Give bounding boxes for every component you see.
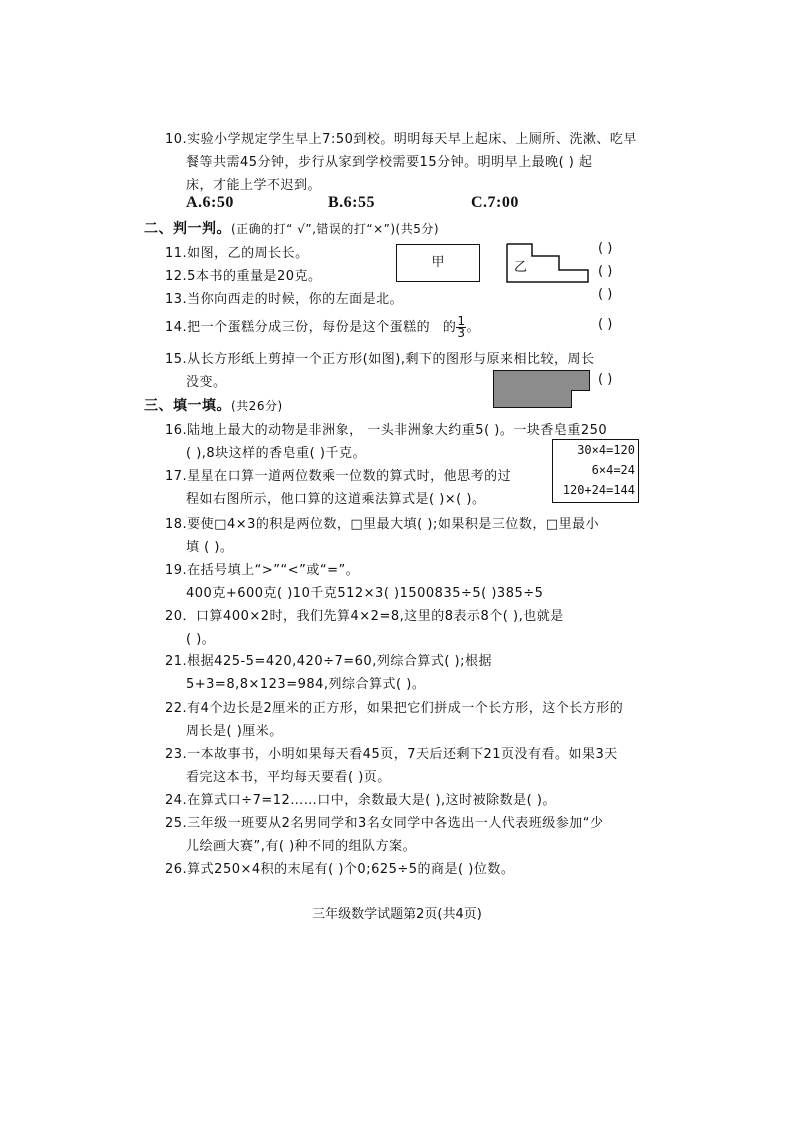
q22-line2: 周长是( )厘米。: [186, 724, 283, 739]
q15-figure-rectangle: [493, 370, 590, 408]
q10-option-a: A.6:50: [186, 194, 234, 211]
q14-denominator: 3: [457, 326, 466, 340]
q19-line1: 19.在括号填上“>”“<”或“=”。: [165, 563, 360, 578]
q17-calc-step-3: 120+24=144: [562, 483, 635, 497]
q17-calc-step-1: 30×4=120: [577, 443, 635, 457]
figure-jia-label: 甲: [431, 255, 445, 270]
q17-line2: 程如右图所示，他口算的这道乘法算式是( )×( )。: [186, 492, 486, 507]
q10-option-b: B.6:55: [328, 194, 375, 211]
figure-yi-shape: [506, 243, 590, 283]
q24-text: 24.在算式口÷7=12……口中，余数最大是( ),这时被除数是( )。: [165, 793, 556, 808]
section-2-heading: [144, 218, 439, 238]
q14-fraction: [456, 316, 466, 339]
section-3-heading: [144, 395, 283, 415]
q25-line1: 25.三年级一班要从2名男同学和3名女同学中各选出一人代表班级参加“少: [165, 816, 604, 831]
q19-line2: 400克+600克( )10千克512×3( )1500835÷5( )385÷5: [186, 586, 544, 601]
section-2-note: (正确的打“ √”,错误的打“×”)(共5分): [231, 222, 440, 236]
q22-line1: 22.有4个边长是2厘米的正方形，如果把它们拼成一个长方形，这个长方形的: [165, 701, 624, 716]
q25-line2: 儿绘画大赛”,有( )种不同的组队方案。: [186, 839, 417, 854]
q26-text: 26.算式250×4积的末尾有( )个0;625÷5的商是( )位数。: [165, 862, 515, 877]
q10-line3: 床，才能上学不迟到。: [186, 178, 322, 193]
q10-option-c: C.7:00: [471, 194, 519, 211]
q14-suffix: 。: [466, 320, 480, 335]
q10-line2: 餐等共需45分钟，步行从家到学校需要15分钟。明明早上最晚( ) 起: [186, 155, 593, 170]
q15-line1: 15.从长方形纸上剪掉一个正方形(如图),剩下的图形与原来相比较，周长: [165, 352, 595, 367]
q12-answer-paren[interactable]: ( ): [598, 264, 613, 279]
q17-calc-step-2: 6×4=24: [591, 463, 635, 477]
q23-line1: 23.一本故事书，小明如果每天看45页，7天后还剩下21页没有看。如果3天: [165, 747, 618, 762]
q14-numerator: 1: [457, 314, 466, 328]
q11-answer-paren[interactable]: ( ): [598, 241, 613, 256]
figure-yi-label: 乙: [514, 260, 528, 275]
q12-text: 12.5本书的重量是20克。: [165, 269, 322, 284]
page-footer: 三年级数学试题第2页(共4页): [312, 907, 482, 922]
section-3-note: (共26分): [231, 399, 283, 413]
q15-answer-paren[interactable]: ( ): [598, 372, 613, 387]
q16-line1: 16.陆地上最大的动物是非洲象， 一头非洲象大约重5( )。一块香皂重250: [165, 423, 608, 438]
section-3-title: 三、填一填。: [144, 398, 231, 414]
q20-line2: ( )。: [186, 632, 216, 647]
q14-prefix: 14.把一个蛋糕分成三份，每份是这个蛋糕的: [165, 320, 431, 335]
q15-line2: 没变。: [186, 375, 227, 390]
q23-line2: 看完这本书，平均每天要看( )页。: [186, 770, 391, 785]
q18-line1: 18.要使□4×3的积是两位数，□里最大填( );如果积是三位数，□里最小: [165, 517, 600, 532]
q14-text: [165, 316, 480, 339]
q18-line2: 填 ( )。: [186, 540, 234, 555]
q21-line1: 21.根据425-5=420,420÷7=60,列综合算式( );根据: [165, 654, 492, 669]
q14-answer-paren[interactable]: ( ): [598, 317, 613, 332]
q20-line1: 20．口算400×2时，我们先算4×2=8,这里的8表示8个( ),也就是: [165, 609, 564, 624]
q10-line1: 10.实验小学规定学生早上7:50到校。明明每天早上起床、上厕所、洗漱、吃早: [165, 132, 637, 147]
section-2-title: 二、判一判。: [144, 221, 231, 237]
q21-line2: 5+3=8,8×123=984,列综合算式( )。: [186, 677, 426, 692]
q15-figure-cut-square: [571, 390, 590, 408]
q17-line1: 17.星星在口算一道两位数乘一位数的算式时，他思考的过: [165, 469, 512, 484]
q14-mid: 的: [442, 320, 457, 335]
q13-text: 13.当你向西走的时候，你的左面是北。: [165, 292, 404, 307]
q16-line2: ( ),8块这样的香皂重( )千克。: [186, 446, 366, 461]
q11-text: 11.如图，乙的周长长。: [165, 246, 309, 261]
figure-jia-rectangle: [396, 244, 480, 282]
q13-answer-paren[interactable]: ( ): [598, 287, 613, 302]
q17-calculation-box: [552, 439, 639, 503]
